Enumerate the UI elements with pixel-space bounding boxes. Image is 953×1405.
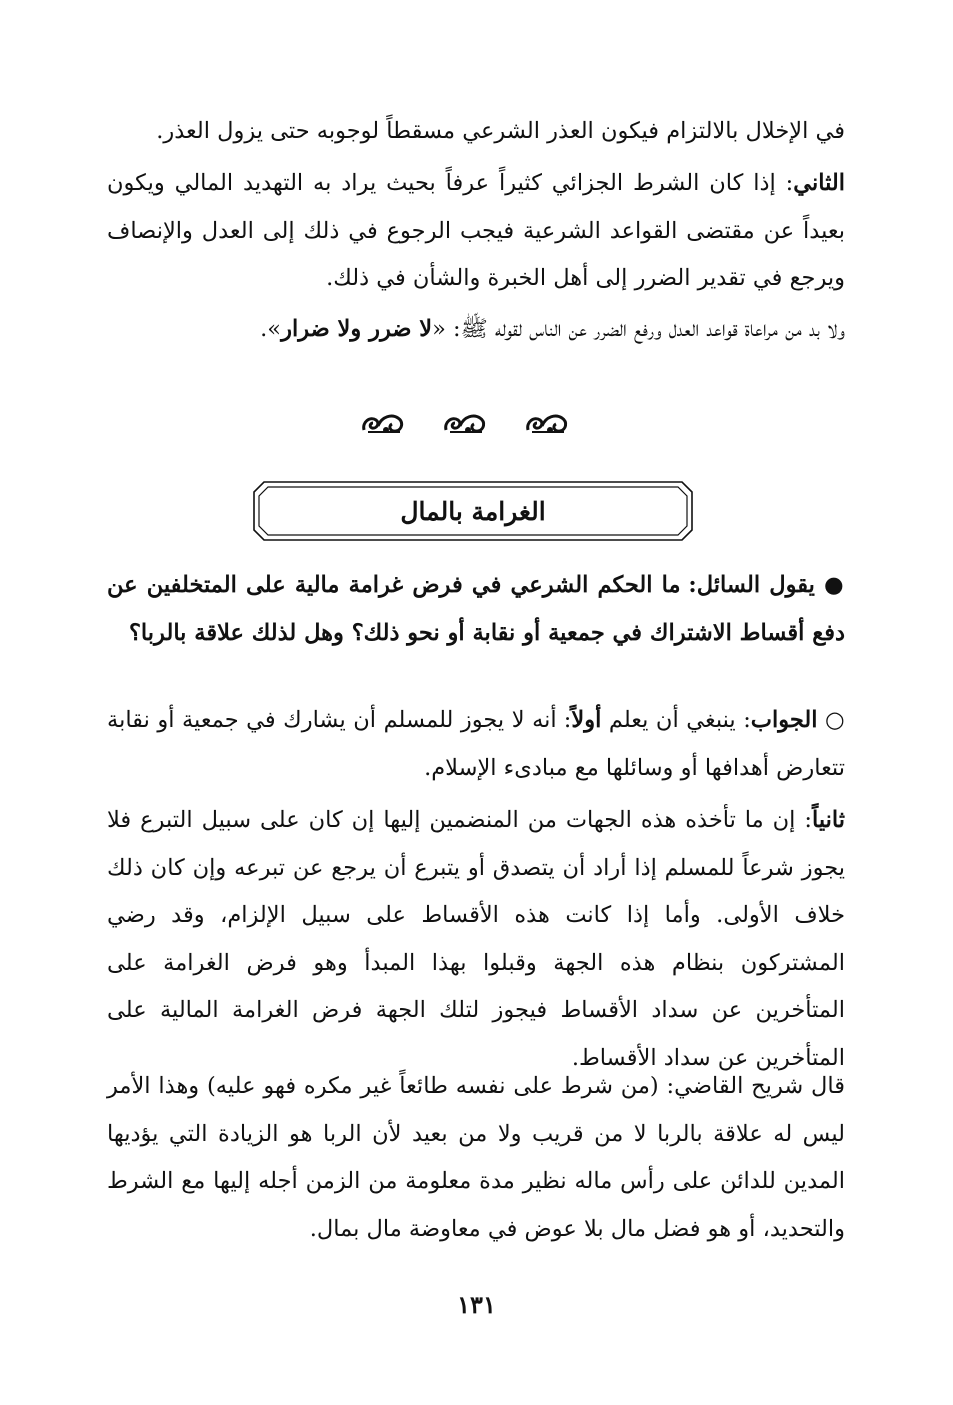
answer-body: : أنه لا يجوز للمسلم أن يشارك في جمعية أو نقابة تتعارض أهدافها أو وسائلها مع مبادىء الإسلام. bbox=[107, 707, 845, 781]
answer-body: : ينبغي أن يعلم bbox=[601, 707, 751, 733]
paragraph-second-point bbox=[107, 160, 845, 303]
ornament-icon bbox=[360, 410, 406, 436]
paragraph-hadith bbox=[107, 306, 845, 354]
question-body: : ما الحكم الشرعي في فرض غرامة مالية على المتخلفين عن دفع أقساط الاشتراك في جمعية أو نقابة أو نحو ذلك؟ وهل لذلك علاقة بالربا؟ bbox=[107, 572, 845, 646]
paragraph-text: في الإخلال بالالتزام فيكون العذر الشرعي مسقطاً لوجوبه حتى يزول العذر. bbox=[156, 118, 845, 144]
page-number: ١٣١ bbox=[457, 1290, 496, 1319]
ornament-icon bbox=[442, 410, 488, 436]
bullet-hollow-icon: ○ bbox=[825, 707, 846, 733]
section-divider bbox=[360, 405, 570, 441]
paragraph-text bbox=[107, 562, 845, 657]
answer-second-body: : إن ما تأخذه هذه الجهات من المنضمين إليها إن كان على سبيل التبرع فلا يجوز شرعاً للمسلم إذا أراد أن يتصدق أو يتبرع أن يرجع عن تبرعه وإن كان ذلك خلاف الأولى. وأما إذا كانت هذه الأقساط على سبيل الإلزام، وقد رضي المشتركون بنظام هذه الجهة وقبلوا بهذا المبدأ وهو فرض الغرامة على المتأخرين عن سداد الأقساط فيجوز لتلك الجهة فرض الغرامة المالية على المتأخرين عن سداد الأقساط. bbox=[107, 807, 845, 1071]
question-lead: يقول السائل bbox=[696, 572, 815, 598]
paragraph-text: قال شريح القاضي: (من شرط على نفسه طائعاً غير مكره فهو عليه) وهذا الأمر ليس له علاقة بالربا لا من قريب ولا من بعيد لأن الربا هو الزيادة التي يؤديها المدين للدائن على رأس ماله نظير مدة معلومة من الزمن أجله إليها مع الشرط والتحديد، أو هو فضل مال بلا عوض في معاوضة مال بمال. bbox=[107, 1073, 845, 1242]
hadith-quote: لا ضرر ولا ضرار bbox=[281, 316, 433, 342]
paragraph-lead: الثاني bbox=[793, 170, 845, 196]
answer-second-lead: ثانياً bbox=[811, 807, 845, 833]
answer-paragraph bbox=[107, 697, 845, 792]
paragraph-end: ». bbox=[260, 316, 282, 342]
paragraph-text bbox=[107, 697, 845, 792]
paragraph-body: ولا بد من مراعاة قواعد العدل ورفع الضرر عن الناس لقوله ﷺ: « bbox=[432, 316, 845, 342]
answer-second-paragraph bbox=[107, 797, 845, 1082]
section-title: الغرامة بالمال bbox=[400, 496, 546, 526]
answer-third-paragraph bbox=[107, 1063, 845, 1253]
paragraph-continuation bbox=[107, 108, 845, 156]
answer-first: أولاً bbox=[571, 707, 602, 733]
section-title-frame bbox=[250, 478, 696, 544]
answer-lead: الجواب bbox=[750, 707, 818, 733]
question-paragraph bbox=[107, 562, 845, 657]
paragraph-text bbox=[107, 160, 845, 303]
paragraph-body: : إذا كان الشرط الجزائي كثيراً عرفاً بحيث يراد به التهديد المالي ويكون بعيداً عن مقتضى القواعد الشرعية فيجب الرجوع في ذلك إلى العدل والإنصاف ويرجع في تقدير الضرر إلى أهل الخبرة والشأن في ذلك. bbox=[107, 170, 845, 291]
bullet-filled-icon: ● bbox=[824, 572, 845, 598]
paragraph-text bbox=[107, 797, 845, 1082]
paragraph-text bbox=[107, 306, 845, 354]
ornament-icon bbox=[524, 410, 570, 436]
